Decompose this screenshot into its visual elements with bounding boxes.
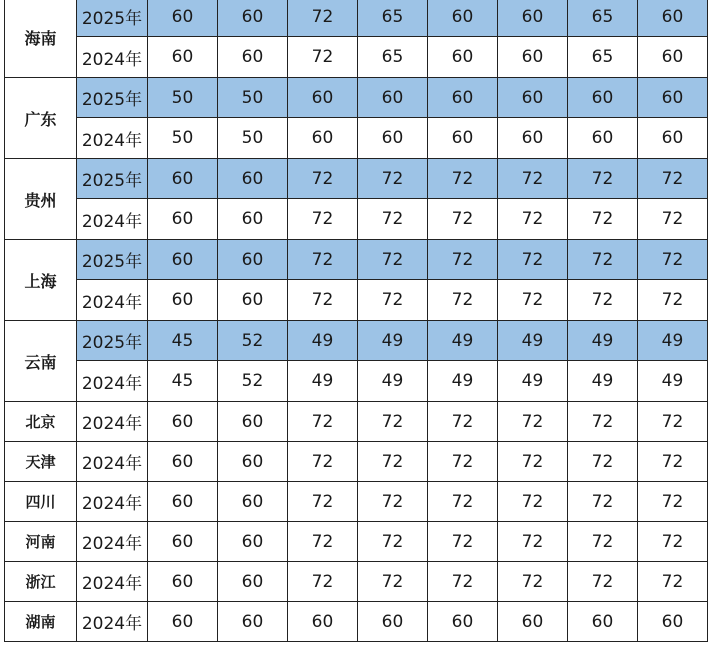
value-cell: 60	[428, 0, 498, 37]
year-cell: 2024年	[77, 522, 148, 562]
table-row	[5, 602, 708, 642]
value-cell: 72	[288, 482, 358, 522]
value-cell: 72	[568, 240, 638, 280]
value-cell: 72	[498, 159, 568, 199]
value-cell: 72	[638, 482, 708, 522]
value-cell: 50	[148, 78, 218, 118]
province-cell: 贵州	[5, 159, 77, 240]
province-cell: 河南	[5, 522, 77, 562]
province-cell: 广东	[5, 78, 77, 159]
value-cell: 72	[498, 482, 568, 522]
value-cell: 49	[498, 361, 568, 402]
value-cell: 60	[498, 602, 568, 642]
value-cell: 72	[568, 402, 638, 442]
value-cell: 60	[568, 78, 638, 118]
value-cell: 72	[498, 562, 568, 602]
value-cell: 60	[428, 78, 498, 118]
value-cell: 60	[358, 118, 428, 159]
value-cell: 72	[638, 199, 708, 240]
year-cell: 2025年	[77, 0, 148, 37]
province-cell: 浙江	[5, 562, 77, 602]
value-cell: 50	[148, 118, 218, 159]
value-cell: 60	[498, 78, 568, 118]
value-cell: 72	[358, 159, 428, 199]
province-cell: 四川	[5, 482, 77, 522]
value-cell: 72	[288, 522, 358, 562]
year-cell: 2024年	[77, 482, 148, 522]
value-cell: 60	[498, 37, 568, 78]
value-cell: 72	[568, 562, 638, 602]
value-cell: 72	[428, 442, 498, 482]
value-cell: 60	[498, 0, 568, 37]
value-cell: 72	[568, 482, 638, 522]
value-cell: 60	[218, 402, 288, 442]
value-cell: 49	[568, 361, 638, 402]
value-cell: 60	[428, 602, 498, 642]
value-cell: 72	[358, 280, 428, 321]
value-cell: 72	[288, 159, 358, 199]
province-cell: 湖南	[5, 602, 77, 642]
value-cell: 72	[288, 402, 358, 442]
table-row	[5, 522, 708, 562]
table-row	[5, 562, 708, 602]
value-cell: 65	[358, 37, 428, 78]
year-cell: 2024年	[77, 280, 148, 321]
value-cell: 60	[498, 118, 568, 159]
value-cell: 60	[428, 118, 498, 159]
value-cell: 72	[568, 442, 638, 482]
value-cell: 60	[218, 37, 288, 78]
value-cell: 72	[498, 442, 568, 482]
value-cell: 49	[428, 321, 498, 361]
table-row	[5, 482, 708, 522]
year-cell: 2024年	[77, 402, 148, 442]
value-cell: 60	[218, 240, 288, 280]
value-cell: 72	[358, 199, 428, 240]
value-cell: 49	[428, 361, 498, 402]
value-cell: 72	[358, 562, 428, 602]
value-cell: 60	[218, 0, 288, 37]
value-cell: 60	[568, 118, 638, 159]
value-cell: 60	[218, 562, 288, 602]
value-cell: 65	[358, 0, 428, 37]
table-row	[5, 159, 708, 199]
value-cell: 49	[288, 321, 358, 361]
value-cell: 60	[288, 602, 358, 642]
year-cell: 2025年	[77, 321, 148, 361]
value-cell: 72	[428, 482, 498, 522]
value-cell: 60	[288, 118, 358, 159]
value-cell: 60	[218, 159, 288, 199]
value-cell: 72	[568, 522, 638, 562]
value-cell: 60	[218, 602, 288, 642]
value-cell: 60	[218, 199, 288, 240]
value-cell: 60	[638, 0, 708, 37]
value-cell: 60	[148, 240, 218, 280]
value-cell: 60	[568, 602, 638, 642]
province-cell: 天津	[5, 442, 77, 482]
value-cell: 72	[568, 280, 638, 321]
table-row	[5, 321, 708, 361]
value-cell: 60	[358, 602, 428, 642]
value-cell: 72	[498, 280, 568, 321]
table-row	[5, 280, 708, 321]
value-cell: 72	[288, 562, 358, 602]
value-cell: 60	[148, 602, 218, 642]
value-cell: 72	[358, 482, 428, 522]
value-cell: 50	[218, 78, 288, 118]
table-row	[5, 442, 708, 482]
value-cell: 72	[498, 402, 568, 442]
year-cell: 2025年	[77, 240, 148, 280]
value-cell: 72	[638, 442, 708, 482]
value-cell: 60	[148, 199, 218, 240]
value-cell: 72	[638, 240, 708, 280]
value-cell: 49	[638, 321, 708, 361]
value-cell: 72	[358, 522, 428, 562]
value-cell: 72	[358, 240, 428, 280]
value-cell: 60	[288, 78, 358, 118]
value-cell: 72	[428, 522, 498, 562]
value-cell: 72	[358, 442, 428, 482]
year-cell: 2025年	[77, 159, 148, 199]
value-cell: 60	[638, 118, 708, 159]
value-cell: 72	[568, 199, 638, 240]
year-cell: 2024年	[77, 118, 148, 159]
year-cell: 2024年	[77, 199, 148, 240]
value-cell: 72	[288, 240, 358, 280]
value-cell: 72	[428, 402, 498, 442]
value-cell: 49	[358, 321, 428, 361]
year-cell: 2024年	[77, 602, 148, 642]
value-cell: 60	[148, 402, 218, 442]
table-row	[5, 402, 708, 442]
value-cell: 72	[498, 522, 568, 562]
value-cell: 72	[568, 159, 638, 199]
year-cell: 2024年	[77, 442, 148, 482]
table-row	[5, 199, 708, 240]
value-cell: 45	[148, 361, 218, 402]
value-cell: 60	[218, 442, 288, 482]
year-cell: 2024年	[77, 361, 148, 402]
table-row	[5, 240, 708, 280]
value-cell: 50	[218, 118, 288, 159]
value-cell: 72	[358, 402, 428, 442]
table-row	[5, 118, 708, 159]
value-cell: 49	[358, 361, 428, 402]
table-row	[5, 361, 708, 402]
value-cell: 60	[148, 482, 218, 522]
value-cell: 60	[148, 522, 218, 562]
value-cell: 65	[568, 0, 638, 37]
value-cell: 60	[638, 602, 708, 642]
value-cell: 72	[288, 442, 358, 482]
value-cell: 72	[498, 199, 568, 240]
value-cell: 52	[218, 321, 288, 361]
province-cell: 上海	[5, 240, 77, 321]
value-cell: 72	[288, 0, 358, 37]
year-cell: 2024年	[77, 37, 148, 78]
value-cell: 60	[218, 280, 288, 321]
value-cell: 65	[568, 37, 638, 78]
table-row	[5, 78, 708, 118]
value-cell: 72	[638, 402, 708, 442]
value-cell: 60	[148, 37, 218, 78]
value-cell: 72	[428, 280, 498, 321]
value-cell: 49	[498, 321, 568, 361]
value-cell: 60	[638, 78, 708, 118]
value-cell: 60	[218, 522, 288, 562]
value-cell: 72	[428, 562, 498, 602]
value-cell: 49	[568, 321, 638, 361]
province-cell: 北京	[5, 402, 77, 442]
value-cell: 52	[218, 361, 288, 402]
value-cell: 60	[148, 280, 218, 321]
value-cell: 49	[638, 361, 708, 402]
value-cell: 60	[428, 37, 498, 78]
value-cell: 60	[148, 562, 218, 602]
province-cell: 云南	[5, 321, 77, 402]
value-cell: 72	[638, 562, 708, 602]
value-cell: 72	[638, 159, 708, 199]
value-cell: 60	[218, 482, 288, 522]
value-cell: 72	[428, 199, 498, 240]
year-cell: 2025年	[77, 78, 148, 118]
year-cell: 2024年	[77, 562, 148, 602]
value-cell: 72	[638, 522, 708, 562]
value-cell: 72	[288, 199, 358, 240]
value-cell: 72	[288, 37, 358, 78]
value-cell: 60	[638, 37, 708, 78]
value-cell: 60	[148, 0, 218, 37]
score-table	[4, 0, 708, 642]
table-row	[5, 0, 708, 37]
value-cell: 72	[428, 159, 498, 199]
table-row	[5, 37, 708, 78]
value-cell: 72	[428, 240, 498, 280]
province-cell: 海南	[5, 0, 77, 78]
value-cell: 45	[148, 321, 218, 361]
value-cell: 72	[638, 280, 708, 321]
value-cell: 72	[498, 240, 568, 280]
value-cell: 49	[288, 361, 358, 402]
value-cell: 60	[148, 442, 218, 482]
value-cell: 60	[148, 159, 218, 199]
value-cell: 60	[358, 78, 428, 118]
value-cell: 72	[288, 280, 358, 321]
